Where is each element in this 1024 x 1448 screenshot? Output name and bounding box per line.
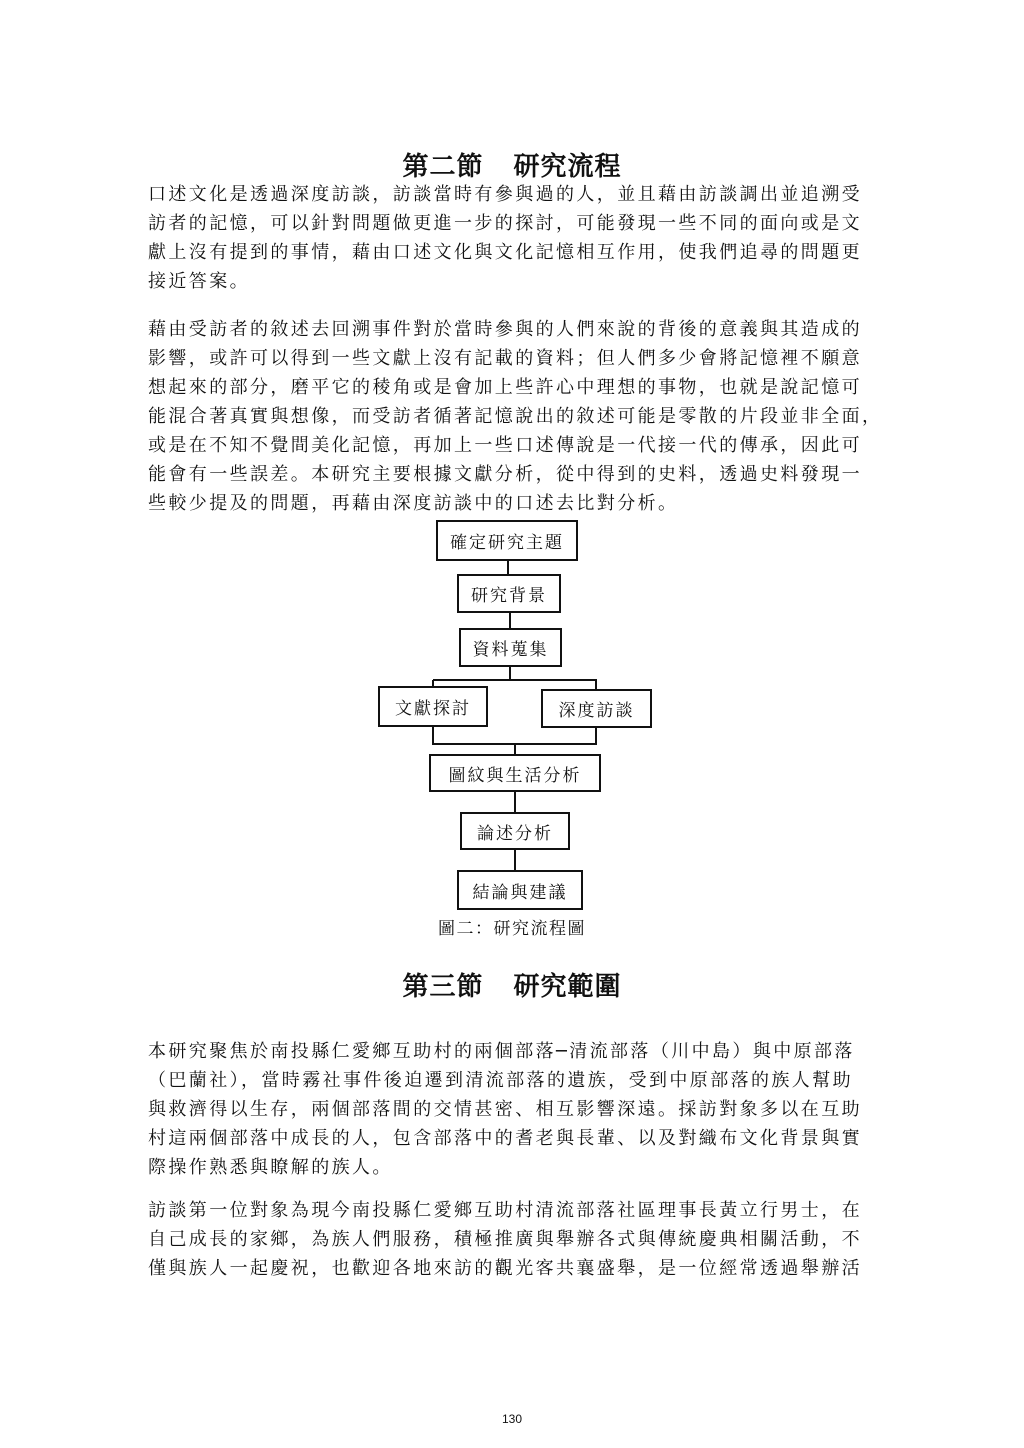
- text-line: 口述文化是透過深度訪談，訪談當時有參與過的人，並且藉由訪談調出並追溯受: [148, 184, 862, 205]
- page-number: 130: [501, 1412, 523, 1426]
- text-line: 想起來的部分，磨平它的稜角或是會加上些許心中理想的事物，也就是說記憶可: [148, 377, 862, 398]
- text-line: 際操作熟悉與瞭解的族人。: [148, 1157, 393, 1178]
- flowchart-step-discourse-analysis: 論述分析: [460, 812, 570, 850]
- figure-caption: 圖二：研究流程圖: [438, 919, 586, 939]
- paragraph-first-interviewee: [148, 1196, 872, 1283]
- section-number: 第二節: [402, 152, 484, 182]
- text-line: （巴蘭社），當時霧社事件後迫遷到清流部落的遺族，受到中原部落的族人幫助: [148, 1070, 853, 1091]
- section-title: 研究流程: [513, 152, 622, 182]
- text-line: 獻上沒有提到的事情，藉由口述文化與文化記憶相互作用，使我們追尋的問題更: [148, 242, 862, 263]
- text-line: 訪者的記憶，可以針對問題做更進一步的探討，可能發現一些不同的面向或是文: [148, 213, 862, 234]
- text-line: 與救濟得以生存，兩個部落間的交情甚密、相互影響深遠。採訪對象多以在互助: [148, 1099, 862, 1120]
- connector-merge: [433, 727, 596, 744]
- text-line: 村這兩個部落中成長的人，包含部落中的耆老與長輩、以及對織布文化背景與實: [148, 1128, 862, 1149]
- text-line: 能會有一些誤差。本研究主要根據文獻分析，從中得到的史料，透過史料發現一: [148, 464, 862, 485]
- text-line: 藉由受訪者的敘述去回溯事件對於當時參與的人們來說的背後的意義與其造成的: [148, 319, 862, 340]
- section-number: 第三節: [402, 972, 484, 1002]
- text-line: 些較少提及的問題，再藉由深度訪談中的口述去比對分析。: [148, 493, 679, 514]
- text-line: 能混合著真實與想像，而受訪者循著記憶說出的敘述可能是零散的片段並非全面，: [148, 406, 883, 427]
- flowchart-step-conclusion: 結論與建議: [457, 870, 583, 910]
- section-title: 研究範圍: [513, 972, 622, 1002]
- flowchart-step-data-collection: 資料蒐集: [459, 628, 562, 667]
- flowchart-step-research-topic: 確定研究主題: [436, 520, 578, 561]
- text-line: 或是在不知不覺間美化記憶，再加上一些口述傳說是一代接一代的傳承，因此可: [148, 435, 862, 456]
- text-line: 本研究聚焦於南投縣仁愛鄉互助村的兩個部落─清流部落（川中島）與中原部落: [148, 1041, 855, 1062]
- flowchart-step-research-background: 研究背景: [457, 574, 561, 613]
- section-heading-research-scope: [0, 966, 1024, 1003]
- flowchart-step-literature-review: 文獻探討: [378, 686, 488, 727]
- flowchart-step-pattern-life-analysis: 圖紋與生活分析: [429, 754, 601, 792]
- text-line: 訪談第一位對象為現今南投縣仁愛鄉互助村清流部落社區理事長黃立行男士，在: [148, 1200, 862, 1221]
- text-line: 影響，或許可以得到一些文獻上沒有記載的資料；但人們多少會將記憶裡不願意: [148, 348, 862, 369]
- flowchart-step-in-depth-interview: 深度訪談: [541, 689, 652, 728]
- text-line: 自己成長的家鄉，為族人們服務，積極推廣與舉辦各式與傳統慶典相關活動，不: [148, 1229, 862, 1250]
- paragraph-research-scope: [148, 1037, 872, 1182]
- text-line: 僅與族人一起慶祝，也歡迎各地來訪的觀光客共襄盛舉，是一位經常透過舉辦活: [148, 1258, 862, 1279]
- text-line: 接近答案。: [148, 271, 250, 292]
